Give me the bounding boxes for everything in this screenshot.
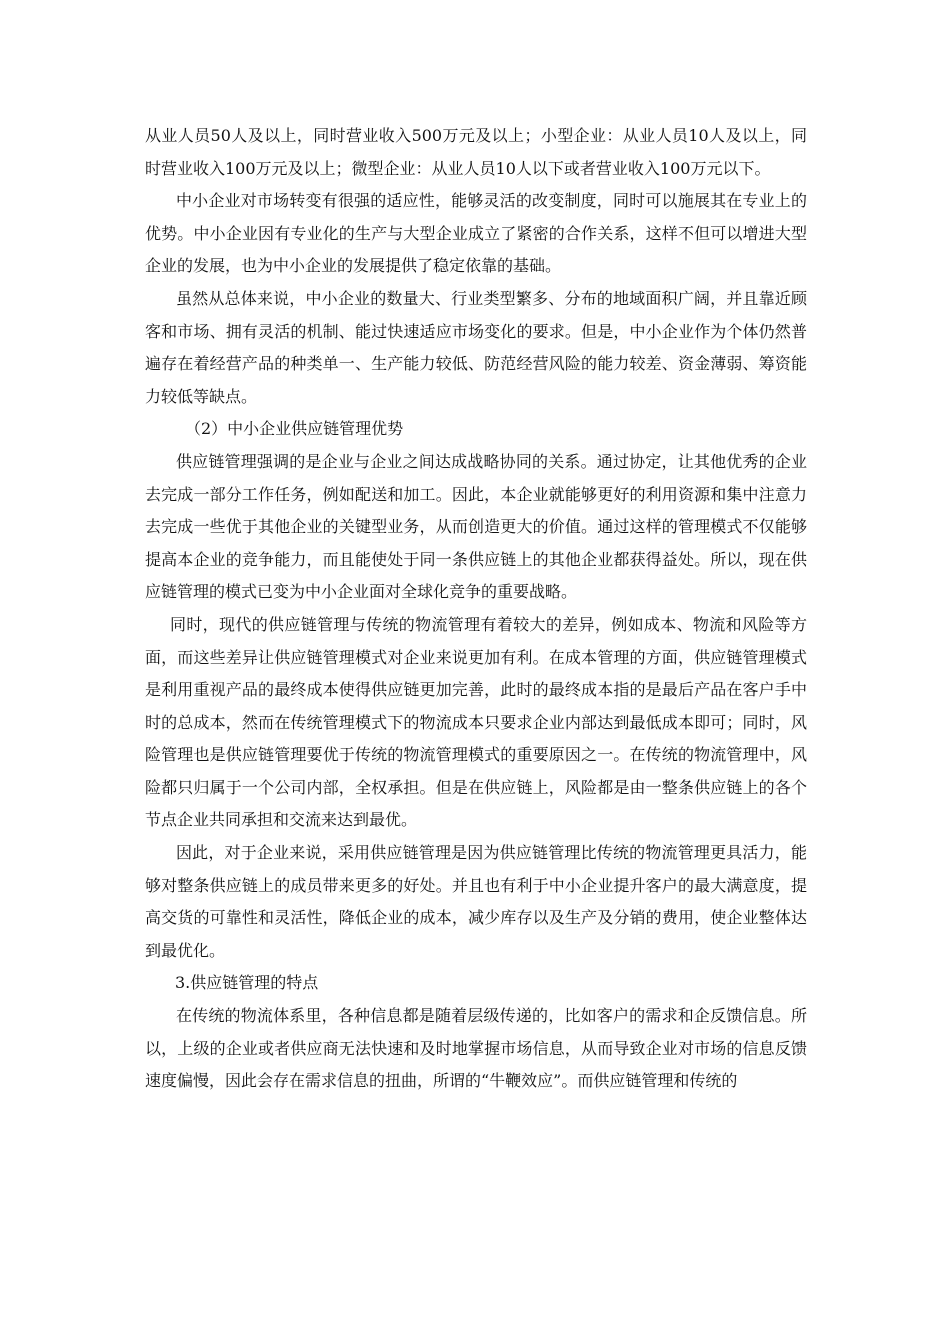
paragraph-bullwhip-effect: 在传统的物流体系里，各种信息都是随着层级传递的，比如客户的需求和企反馈信息。所以，上级的企业或者供应商无法快速和及时地掌握市场信息，从而导致企业对市场的信息反馈速度偏慢，因此会存在需求信息的扭曲，所谓的“牛鞭效应”。而供应链管理和传统的	[145, 1006, 807, 1091]
paragraph-supply-chain-benefits: 因此，对于企业来说，采用供应链管理是因为供应链管理比传统的物流管理更具活力，能够对整条供应链上的成员带来更多的好处。并且也有利于中小企业提升客户的最大满意度，提高交货的可靠性和灵活性，降低企业的成本，减少库存以及生产及分销的费用，使企业整体达到最优化。	[145, 843, 807, 960]
paragraph-sme-adaptability: 中小企业对市场转变有很强的适应性，能够灵活的改变制度，同时可以施展其在专业上的优势。中小企业因有专业化的生产与大型企业成立了紧密的合作关系，这样不但可以增进大型企业的发展，也为中小企业的发展提供了稳定依靠的基础。	[145, 191, 807, 276]
paragraph-strategic-collaboration: 供应链管理强调的是企业与企业之间达成战略协同的关系。通过协定，让其他优秀的企业去完成一部分工作任务，例如配送和加工。因此，本企业就能够更好的利用资源和集中注意力去完成一些优于其他企业的关键型业务，从而创造更大的价值。通过这样的管理模式不仅能够提高本企业的竞争能力，而且能使处于同一条供应链上的其他企业都获得益处。所以，现在供应链管理的模式已变为中小企业面对全球化竞争的重要战略。	[145, 451, 807, 602]
paragraph-enterprise-size-criteria: 从业人员50人及以上，同时营业收入500万元及以上；小型企业：从业人员10人及以上，同时营业收入100万元及以上；微型企业：从业人员10人以下或者营业收入100万元以下。	[145, 126, 807, 178]
document-body	[145, 120, 807, 1098]
section-heading-supply-chain-features: 3.供应链管理的特点	[175, 973, 319, 993]
paragraph-cost-and-risk-differences: 同时，现代的供应链管理与传统的物流管理有着较大的差异，例如成本、物流和风险等方面，而这些差异让供应链管理模式对企业来说更加有利。在成本管理的方面，供应链管理模式是利用重视产品的最终成本使得供应链更加完善，此时的最终成本指的是最后产品在客户手中时的总成本，然而在传统管理模式下的物流成本只要求企业内部达到最低成本即可；同时，风险管理也是供应链管理要优于传统的物流管理模式的重要原因之一。在传统的物流管理中，风险都只归属于一个公司内部，全权承担。但是在供应链上，风险都是由一整条供应链上的各个节点企业共同承担和交流来达到最优。	[145, 614, 807, 830]
section-heading-sme-supply-chain-advantages: （2）中小企业供应链管理优势	[185, 419, 404, 439]
paragraph-sme-weaknesses: 虽然从总体来说，中小企业的数量大、行业类型繁多、分布的地域面积广阔，并且靠近顾客和市场、拥有灵活的机制、能过快速适应市场变化的要求。但是，中小企业作为个体仍然普遍存在着经营产品的种类单一、生产能力较低、防范经营风险的能力较差、资金薄弱、筹资能力较低等缺点。	[145, 288, 807, 406]
